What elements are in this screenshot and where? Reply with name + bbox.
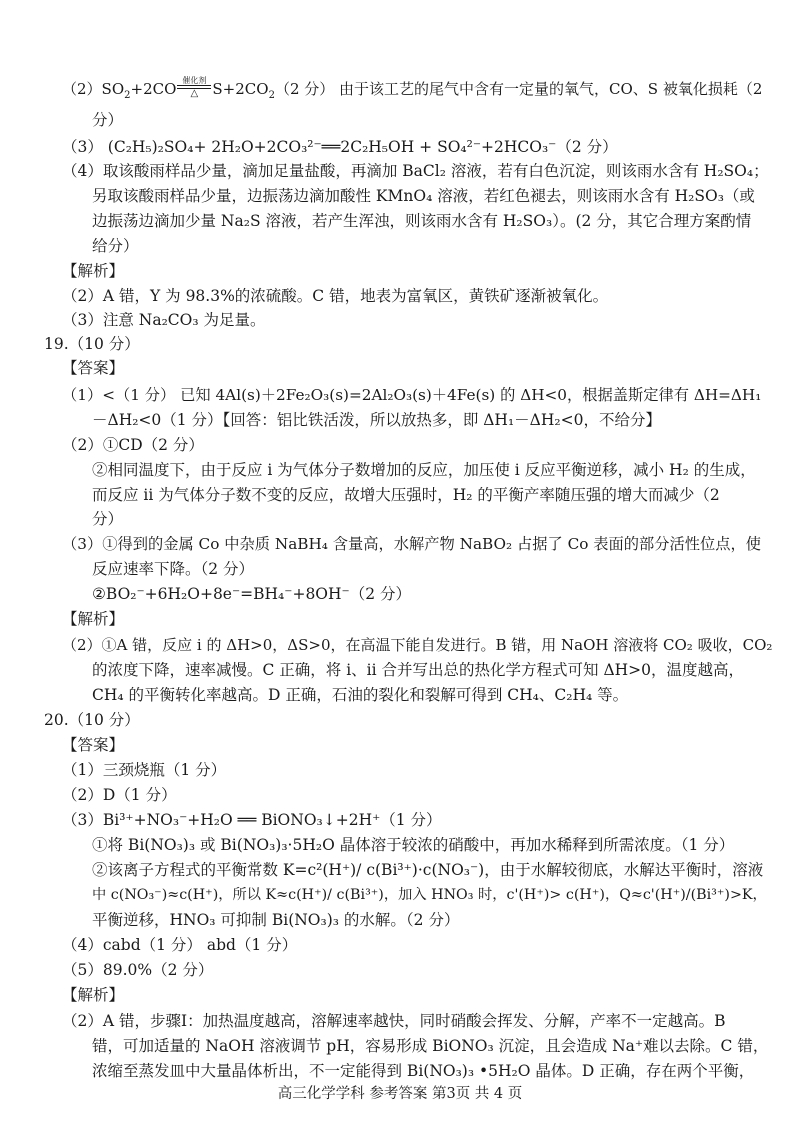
answer-line <box>62 76 762 107</box>
answer-line: 中 c(NO₃⁻)≈c(H⁺)，所以 K≈c(H⁺)/ c(Bi³⁺)，加入 HNO₃ 时，c'(H⁺)> c(H⁺)，Q≈c'(H⁺)/(Bi³⁺)>K， <box>92 887 767 903</box>
page-footer: 高三化学学科 参考答案 第3页 共 4 页 <box>277 1086 523 1102</box>
section-heading: 【解析】 <box>62 610 125 628</box>
answer-line: （3）Bi³⁺+NO₃⁻+H₂O ══ BiONO₃↓+2H⁺（1 分） <box>62 811 442 829</box>
section-heading: 【答案】 <box>62 736 125 754</box>
text-seg: +2CO <box>130 80 177 98</box>
answer-line: 边振荡边滴加少量 Na₂S 溶液，若产生浑浊，则该雨水含有 H₂SO₃）。(2 分，其它合理方案酌情 <box>92 212 752 230</box>
text-seg: （2 分） 由于该工艺的尾气中含有一定量的氧气，CO、S 被氧化损耗（2 <box>274 80 763 98</box>
answer-line: 反应速率下降。（2 分） <box>92 560 255 578</box>
answer-line: ②相同温度下，由于反应 i 为气体分子数增加的反应，加压使 i 反应平衡逆移，减小 H₂ 的生成， <box>92 461 756 479</box>
answer-line: 给分） <box>92 237 139 255</box>
answer-line: （1）三颈烧瓶（1 分） <box>62 761 227 779</box>
answer-line: 分） <box>92 111 124 129</box>
answer-line: （2）A 错，步骤Ⅰ：加热温度越高，溶解速率越快，同时硝酸会挥发、分解，产率不一定越高。B <box>62 1012 726 1030</box>
answer-line: 的浓度下降，速率减慢。C 正确，将 i、ii 合并写出总的热化学方程式可知 ΔH>0，温度越高， <box>92 661 745 679</box>
answer-line: 而反应 ii 为气体分子数不变的反应，故增大压强时，H₂ 的平衡产率随压强的增大而减少（2 <box>92 486 720 504</box>
section-heading: 【答案】 <box>62 359 125 377</box>
answer-line: （1）<（1 分） 已知 4Al(s)＋2Fe₂O₃(s)=2Al₂O₃(s)＋4Fe(s) 的 ΔH<0，根据盖斯定律有 ΔH=ΔH₁ <box>62 386 762 404</box>
answer-line: ①将 Bi(NO₃)₃ 或 Bi(NO₃)₃·5H₂O 晶体溶于较浓的硝酸中，再加水稀释到所需浓度。（1 分） <box>92 836 735 854</box>
answer-line: （5）89.0%（2 分） <box>62 961 214 979</box>
answer-line: （2）①CD（2 分） <box>62 436 204 454</box>
answer-line: CH₄ 的平衡转化率越高。D 正确，石油的裂化和裂解可得到 CH₄、C₂H₄ 等。 <box>92 686 629 704</box>
answer-line: 另取该酸雨样品少量，边振荡边滴加酸性 KMnO₄ 溶液，若红色褪去，则该雨水含有 H₂SO₃（或 <box>92 187 755 205</box>
heat-symbol: △ <box>190 88 199 99</box>
section-heading: 【解析】 <box>62 262 125 280</box>
catalyst-arrow <box>176 76 212 99</box>
subscript: 2 <box>124 90 131 101</box>
answer-line: （3）注意 Na₂CO₃ 为足量。 <box>62 311 266 329</box>
answer-line: ②BO₂⁻+6H₂O+8e⁻=BH₄⁻+8OH⁻（2 分） <box>92 585 411 603</box>
text-seg: S+2CO <box>212 80 269 98</box>
subscript: 2 <box>268 90 275 101</box>
answer-line: 分） <box>92 510 124 528</box>
question-number: 20.（10 分） <box>44 711 140 729</box>
answer-line: ②该离子方程式的平衡常数 K=c²(H⁺)/ c(Bi³⁺)·c(NO₃⁻)，由于水解较彻底，水解达平衡时，溶液 <box>92 861 764 879</box>
question-number: 19.（10 分） <box>44 335 140 353</box>
answer-line: （2）A 错，Y 为 98.3%的浓硫酸。C 错，地表为富氧区，黄铁矿逐渐被氧化。 <box>62 287 609 305</box>
section-heading: 【解析】 <box>62 986 125 1004</box>
answer-line: （3） (C₂H₅)₂SO₄+ 2H₂O+2CO₃²⁻══2C₂H₅OH + SO₄²⁻+2HCO₃⁻（2 分） <box>62 138 618 156</box>
text-seg: （2）SO <box>62 80 125 98</box>
answer-line: （4）取该酸雨样品少量，滴加足量盐酸，再滴加 BaCl₂ 溶液，若有白色沉淀，则该雨水含有 H₂SO₄； <box>62 162 769 180</box>
answer-line: （2）D（1 分） <box>62 786 177 804</box>
answer-line: （3）①得到的金属 Co 中杂质 NaBH₄ 含量高，水解产物 NaBO₂ 占据了 Co 表面的部分活性位点，使 <box>62 535 762 553</box>
answer-line: 错，可加适量的 NaOH 溶液调节 pH，容易形成 BiONO₃ 沉淀，且会造成 Na⁺难以去除。C 错， <box>92 1037 769 1055</box>
answer-line: （4）cabd（1 分） abd（1 分） <box>62 936 298 954</box>
answer-line: 平衡逆移，HNO₃ 可抑制 Bi(NO₃)₃ 的水解。（2 分） <box>92 911 460 929</box>
answer-line: （2）①A 错，反应 i 的 ΔH>0，ΔS>0，在高温下能自发进行。B 错，用 NaOH 溶液将 CO₂ 吸收，CO₂ <box>62 636 773 654</box>
answer-line: 浓缩至蒸发皿中大量晶体析出，不一定能得到 Bi(NO₃)₃ •5H₂O 晶体。D 正确，存在两个平衡， <box>92 1062 755 1080</box>
catalyst-label: 催化剂 <box>182 76 207 85</box>
answer-line: －ΔH₂<0（1 分）【回答：铝比铁活泼，所以放热多，即 ΔH₁－ΔH₂<0，不给分】 <box>92 411 661 429</box>
